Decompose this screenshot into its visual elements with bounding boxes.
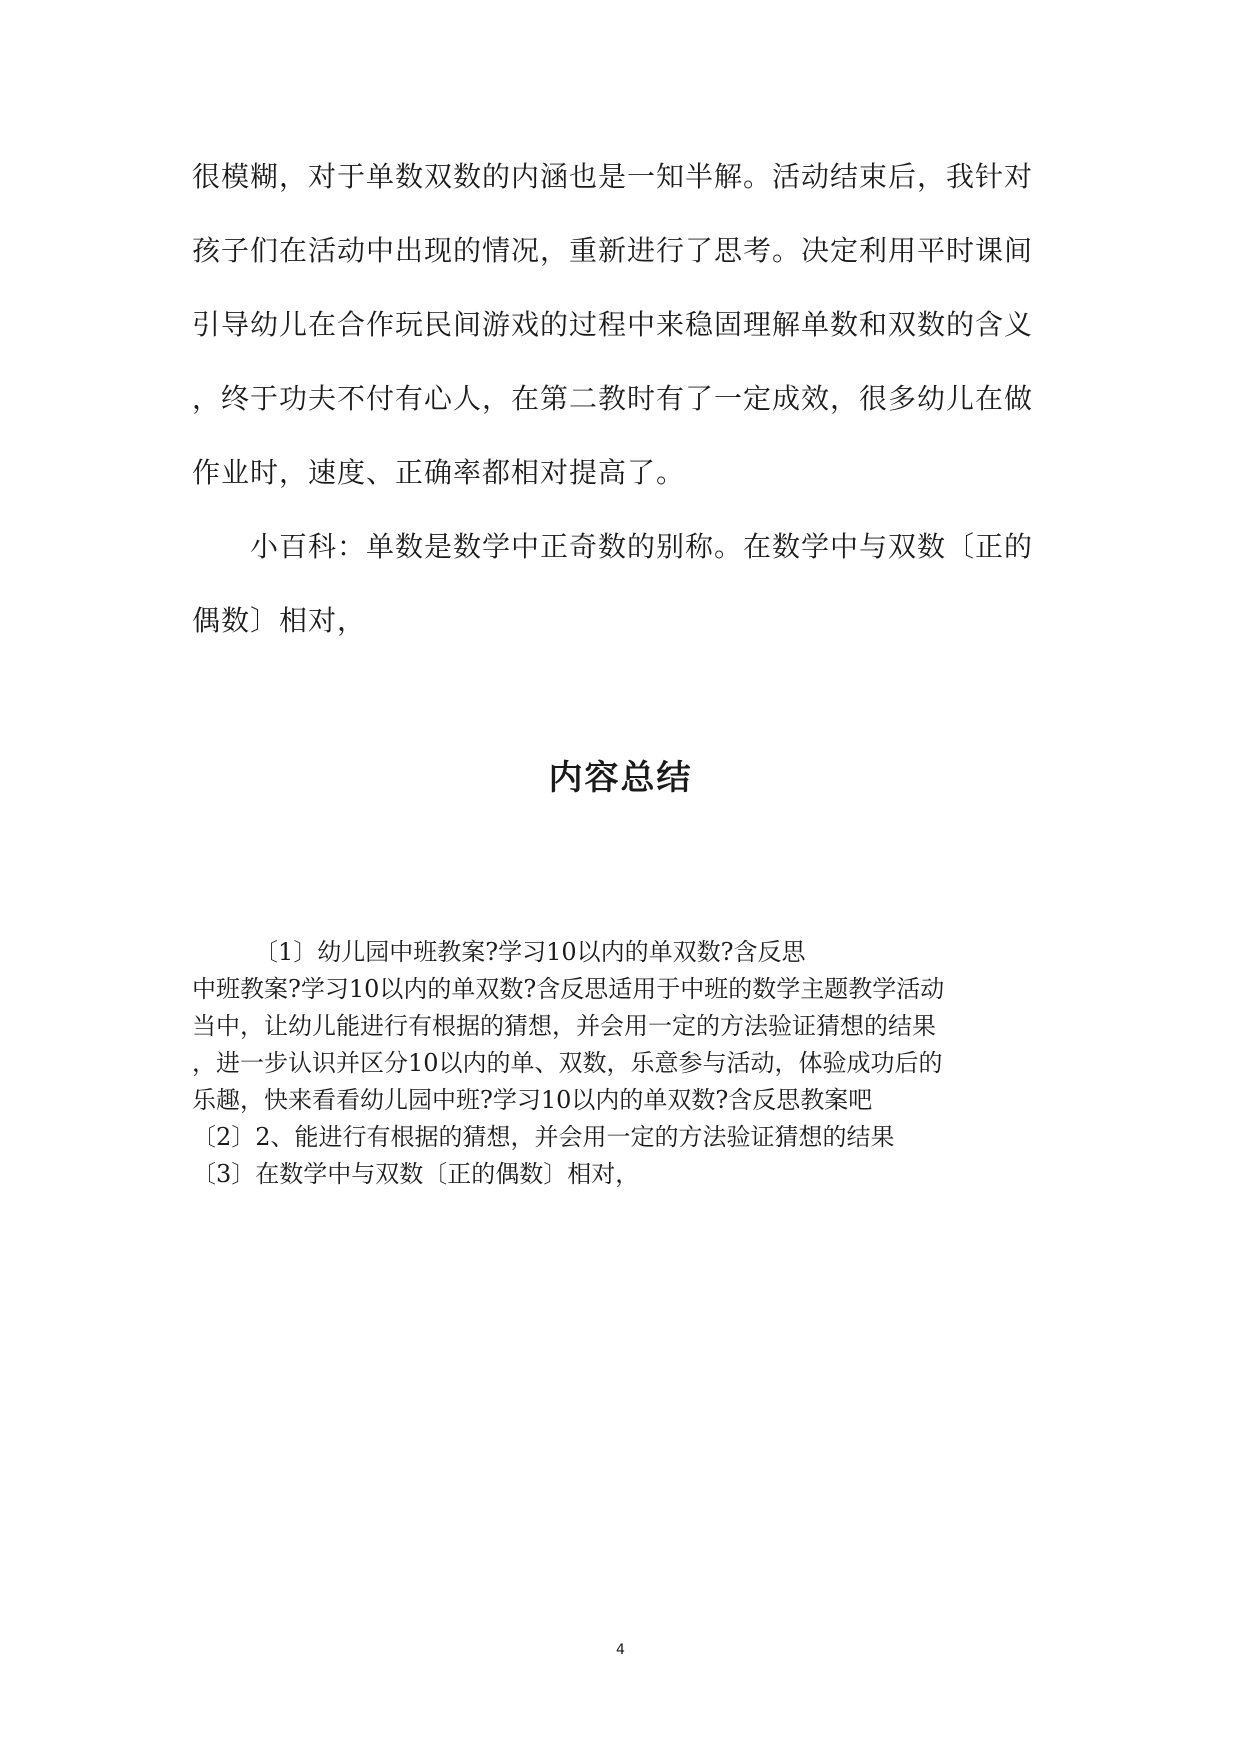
summary-line: 〔1〕幼儿园中班教案?学习10以内的单双数?含反思 xyxy=(254,938,806,966)
body-line: 很模糊，对于单数双数的内涵也是一知半解。活动结束后，我针对 xyxy=(192,160,1034,193)
summary-line: 〔3〕在数学中与双数〔正的偶数〕相对， xyxy=(192,1160,640,1188)
summary-heading: 内容总结 xyxy=(548,758,693,798)
body-line: 引导幼儿在合作玩民间游戏的过程中来稳固理解单数和双数的含义 xyxy=(192,308,1034,341)
summary-line: 中班教案?学习10以内的单双数?含反思适用于中班的数学主题教学活动 xyxy=(192,975,945,1003)
body-line: 作业时，速度、正确率都相对提高了。 xyxy=(192,456,686,489)
encyclopedia-note-line: 小百科：单数是数学中正奇数的别称。在数学中与双数〔正的 xyxy=(250,530,1034,563)
summary-line: 当中，让幼儿能进行有根据的猜想，并会用一定的方法验证猜想的结果 xyxy=(192,1012,936,1040)
encyclopedia-note-line: 偶数〕相对， xyxy=(192,604,367,637)
body-line: ，终于功夫不付有心人，在第二教时有了一定成效，很多幼儿在做 xyxy=(192,382,1034,415)
summary-line: 乐趣，快来看看幼儿园中班?学习10以内的单双数?含反思教案吧 xyxy=(192,1086,873,1114)
summary-line: 〔2〕2、能进行有根据的猜想，并会用一定的方法验证猜想的结果 xyxy=(192,1123,895,1151)
body-line: 孩子们在活动中出现的情况，重新进行了思考。决定利用平时课间 xyxy=(192,234,1034,267)
summary-section xyxy=(192,934,1052,1193)
page-number: 4 xyxy=(616,1642,625,1658)
body-paragraphs xyxy=(192,140,1042,658)
summary-line: ，进一步认识并区分10以内的单、双数，乐意参与活动，体验成功后的 xyxy=(192,1049,943,1077)
